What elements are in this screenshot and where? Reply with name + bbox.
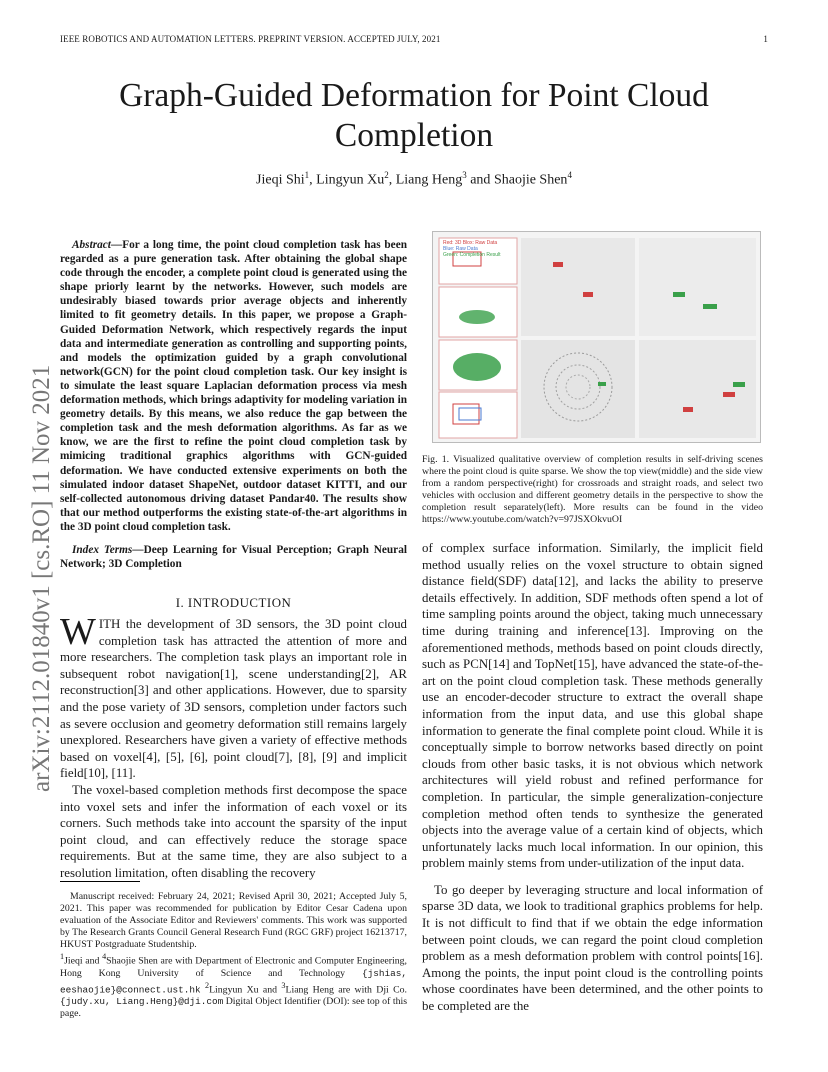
intro-p1-text: ITH the development of 3D sensors, the 3D point cloud completion task has attracted the attention of more and more researchers. The completion task plays an important role in subsequent robot navigation[1], scene understanding[2], AR reconstruction[3] and other applications. However, due to sparsity and the pose variety of 3D sensors, completion under factors such as severe occlusion and geometry deformation still remains largely unexplored. Researchers have given a variety of effective methods based on voxel[4], [5], [6], point cloud[7], [8], [9] and implicit field[10], [11]. bbox=[60, 617, 407, 781]
author-name: Shaojie Shen bbox=[493, 172, 568, 188]
figure-caption: Fig. 1. Visualized qualitative overview of completion results in self-driving scenes where the point cloud is quite sparse. We show the top view(middle) and the side view from a random perspective(right) for crossroads and straight roads, and select two vehicles with occlusion and different geometry details in the perspective to show the completion result separately(left). More results can be found in the video https://www.youtube.com/watch?v=97JSXOkvuOI bbox=[422, 454, 763, 526]
abstract-text: —For a long time, the point cloud completion task has been regarded as a pure generation task. After obtaining the global shape code through the encoder, a complete point cloud is generated using the shape priorly learnt by the networks. However, such models are undesirably biased towards prior average objects and inherently limited to fit geometry details. In this paper, we propose a Graph-Guided Deformation Network, which respectively regards the input data and intermediate generation as controlling and supporting points, and models the optimization guided by a graph convolutional network(GCN) for the point cloud completion task. Our key insight is to simulate the least square Laplacian deformation process via mesh deformation methods, which brings adaptivity for modeling variation in geometry details. By this means, we also reduce the gap between the completion task and the mesh deformation algorithms. As far as we know, we are the first to refine the point cloud completion task by mimicing traditional graphics algorithms with GCN-guided deformation. We have conducted extensive experiments on both the simulated indoor dataset ShapeNet, outdoor dataset KITTI, and our self-collected autonomous driving dataset Pandar40. The results show that our method outperforms the existing state-of-the-art algorithms in the 3D point cloud completion task. bbox=[60, 239, 407, 533]
author-name: Liang Heng bbox=[395, 172, 463, 188]
right-paragraph-1: of complex surface information. Similarly, the implicit field method usually relies on the voxel structure to obtain signed distance field(SDF) data[12], and lacks the ability to preserve details effectively. In addition, SDF methods often spend a lot of time sampling points around the object, taking much unnecessary time during training and inference[13]. Improving on the aforementioned methods, methods based on point clouds directly, such as PCN[14] and TopNet[15], have advanced the state-of-the-art on the point cloud completion task. These methods generally use an encoder-decoder structure to extract the overall shape information from the input data, and use this global shape information to generate the final complete point cloud. While it is conceptually simple to borrow networks based directly on point clouds from other basic tasks, it is not obvious which network architectures will yield robust and refined performance for completion. In particular, the simple generalization-conjecture completion method often tends to synthesize the generated objects into the average value of a certain kind of objects, which unfortunately lacks much local information. In our opinion, this problem mainly stems from under-utilization of the input data. bbox=[422, 541, 763, 871]
drop-cap: W bbox=[60, 611, 96, 653]
author-affiliation: 4 bbox=[567, 170, 572, 180]
page-number: 1 bbox=[763, 34, 768, 44]
footnote-affil-d: Liang Heng are with Dji Co. bbox=[285, 984, 407, 996]
author-affiliation: 3 bbox=[462, 170, 467, 180]
affil-mark-1: 1 bbox=[60, 952, 65, 962]
legend-item: Red: 3D Blox: Raw Data bbox=[443, 240, 498, 246]
author-separator: and bbox=[466, 172, 494, 188]
arxiv-sidebar bbox=[0, 0, 60, 1072]
author-separator: , bbox=[388, 172, 396, 188]
journal-header: IEEE ROBOTICS AND AUTOMATION LETTERS. PREPRINT VERSION. ACCEPTED JULY, 2021 bbox=[60, 34, 441, 44]
figure-1 bbox=[432, 231, 761, 443]
affil-mark-3: 3 bbox=[281, 980, 286, 990]
index-terms bbox=[60, 543, 407, 571]
author-list bbox=[60, 170, 768, 189]
author-separator: , bbox=[309, 172, 317, 188]
affil-mark-2: 2 bbox=[205, 980, 210, 990]
affil-mark-4: 4 bbox=[102, 952, 107, 962]
index-terms-text: —Deep Learning for Visual Perception; Graph Neural Network; 3D Completion bbox=[60, 544, 407, 571]
paper-title: Graph-Guided Deformation for Point Cloud Completion bbox=[119, 77, 709, 154]
footnote-rule bbox=[60, 881, 140, 882]
email-hkust[interactable]: {jshias, eeshaojie}@connect.ust.hk bbox=[60, 967, 407, 996]
section-heading: I. INTRODUCTION bbox=[175, 596, 292, 610]
figure-1-image bbox=[433, 232, 760, 442]
right-column-body bbox=[422, 540, 763, 1015]
footnote-affil-c: Lingyun Xu and bbox=[209, 984, 282, 996]
email-dji[interactable]: {judy.xu, Liang.Heng}@dji.com bbox=[60, 996, 224, 1008]
right-paragraph-2: To go deeper by leveraging structure and local information of sparse 3D data, we look to traditional graphics problems for help. It is not difficult to find that if we obtain the edge information between point clouds, we can regard the point cloud completion problem as a mesh deformation problem with control points[16]. Among the points, the input point cloud is the controlling points whose coordinates have been determined, and the other points to be completed are the bbox=[422, 882, 763, 1014]
author-name: Lingyun Xu bbox=[316, 172, 385, 188]
footnote-affil-b: Shaojie Shen are with Department of Electronic and Computer Engineering, Hong Kong University of Science and Technology bbox=[60, 955, 407, 979]
index-terms-label: Index Terms bbox=[72, 544, 133, 556]
footnote-manuscript: Manuscript received: February 24, 2021; Revised April 30, 2021; Accepted July 5, 2021. This paper was recommended for publication by Editor Cesar Cadena upon evaluation of the Associate Editor and Reviewers' comments. This work was supported by The Research Grants Council General Research Fund (RGC GRF) project 16213717, HKUST Postgraduate Studentship. bbox=[60, 891, 407, 951]
footnote-affil-a: Jieqi and bbox=[64, 955, 103, 967]
author-affiliation: 2 bbox=[384, 170, 389, 180]
legend-item: Green: Completion Result bbox=[443, 252, 501, 258]
intro-paragraph-2: The voxel-based completion methods first decompose the space into voxel sets and infer the information of each voxel or its corners. Such methods take into account the sparsity of the input point cloud, and can effectively reduce the storage space requirements. But at the same time, they are also subject to a resolution limitation, often disabling the recovery bbox=[60, 782, 407, 880]
figure-legend bbox=[443, 240, 501, 258]
arxiv-identifier: arXiv:2112.01840v1 [cs.RO] 11 Nov 2021 bbox=[28, 364, 55, 792]
author-affiliation: 1 bbox=[304, 170, 310, 180]
author-name: Jieqi Shi bbox=[256, 172, 305, 188]
footnote-doi: Digital Object Identifier (DOI): see top of this page. bbox=[60, 996, 408, 1020]
abstract-label: Abstract bbox=[72, 239, 111, 251]
abstract bbox=[60, 238, 407, 534]
intro-body bbox=[60, 611, 407, 882]
footnote bbox=[60, 891, 407, 1020]
intro-paragraph-1 bbox=[60, 611, 407, 782]
running-header bbox=[60, 34, 768, 44]
legend-item: Blue: Raw Data bbox=[443, 246, 478, 252]
